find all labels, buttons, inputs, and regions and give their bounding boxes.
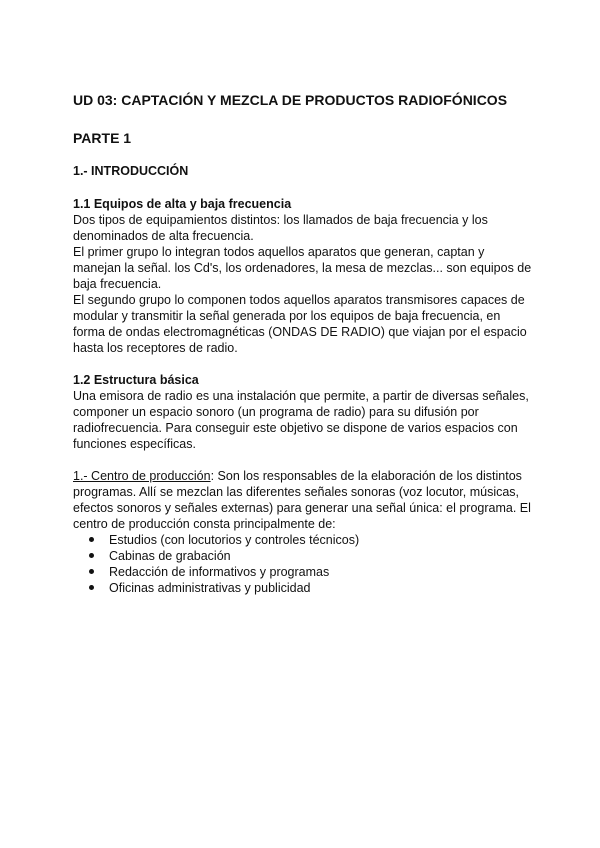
part-heading: PARTE 1 [73,130,132,146]
bullet-icon [89,553,94,558]
paragraph: Una emisora de radio es una instalación que permite, a partir de diversas señales, componer un espacio sonoro (un programa de radio) para su difusión por radiofrecuencia. Para conseguir este objetivo se dispone de varios espacios con funciones específicas. [73,389,529,451]
item-text: : Son los responsables de la elaboración de los distintos programas. Allí se mezclan las diferentes señales sonoras (voz locutor, músicas, efectos sonoros y señales externas) para generar una señal única: el programa. El centro de producción consta principalmente de: [73,469,531,531]
section-heading: 1.- INTRODUCCIÓN [73,164,189,178]
bullet-icon [89,537,94,542]
list-item: Oficinas administrativas y publicidad [73,580,533,596]
list-item: Estudios (con locutorios y controles técnicos) [73,532,533,548]
bullet-icon [89,569,94,574]
bullet-list [73,532,533,596]
item-label: 1.- Centro de producción [73,469,211,483]
subsection-estructura [73,372,533,452]
subsection-heading: 1.2 Estructura básica [73,373,199,387]
subsection-equipos [73,196,533,356]
paragraph: El primer grupo lo integran todos aquellos aparatos que generan, captan y manejan la señal. los Cd's, los ordenadores, la mesa de mezclas... son equipos de baja frecuencia. [73,245,532,291]
document-title: UD 03: CAPTACIÓN Y MEZCLA DE PRODUCTOS RADIOFÓNICOS [73,92,508,108]
subsection-heading: 1.1 Equipos de alta y baja frecuencia [73,197,292,211]
bullet-icon [89,585,94,590]
paragraph [73,468,533,532]
list-item: Cabinas de grabación [73,548,533,564]
paragraph: Dos tipos de equipamientos distintos: los llamados de baja frecuencia y los denominados de alta frecuencia. [73,213,488,243]
list-item: Redacción de informativos y programas [73,564,533,580]
centro-produccion-block [73,468,533,596]
paragraph: El segundo grupo lo componen todos aquellos aparatos transmisores capaces de modular y transmitir la señal generada por los equipos de baja frecuencia, en forma de ondas electromagnéticas (ONDAS DE RADIO) que viajan por el espacio hasta los receptores de radio. [73,293,527,355]
